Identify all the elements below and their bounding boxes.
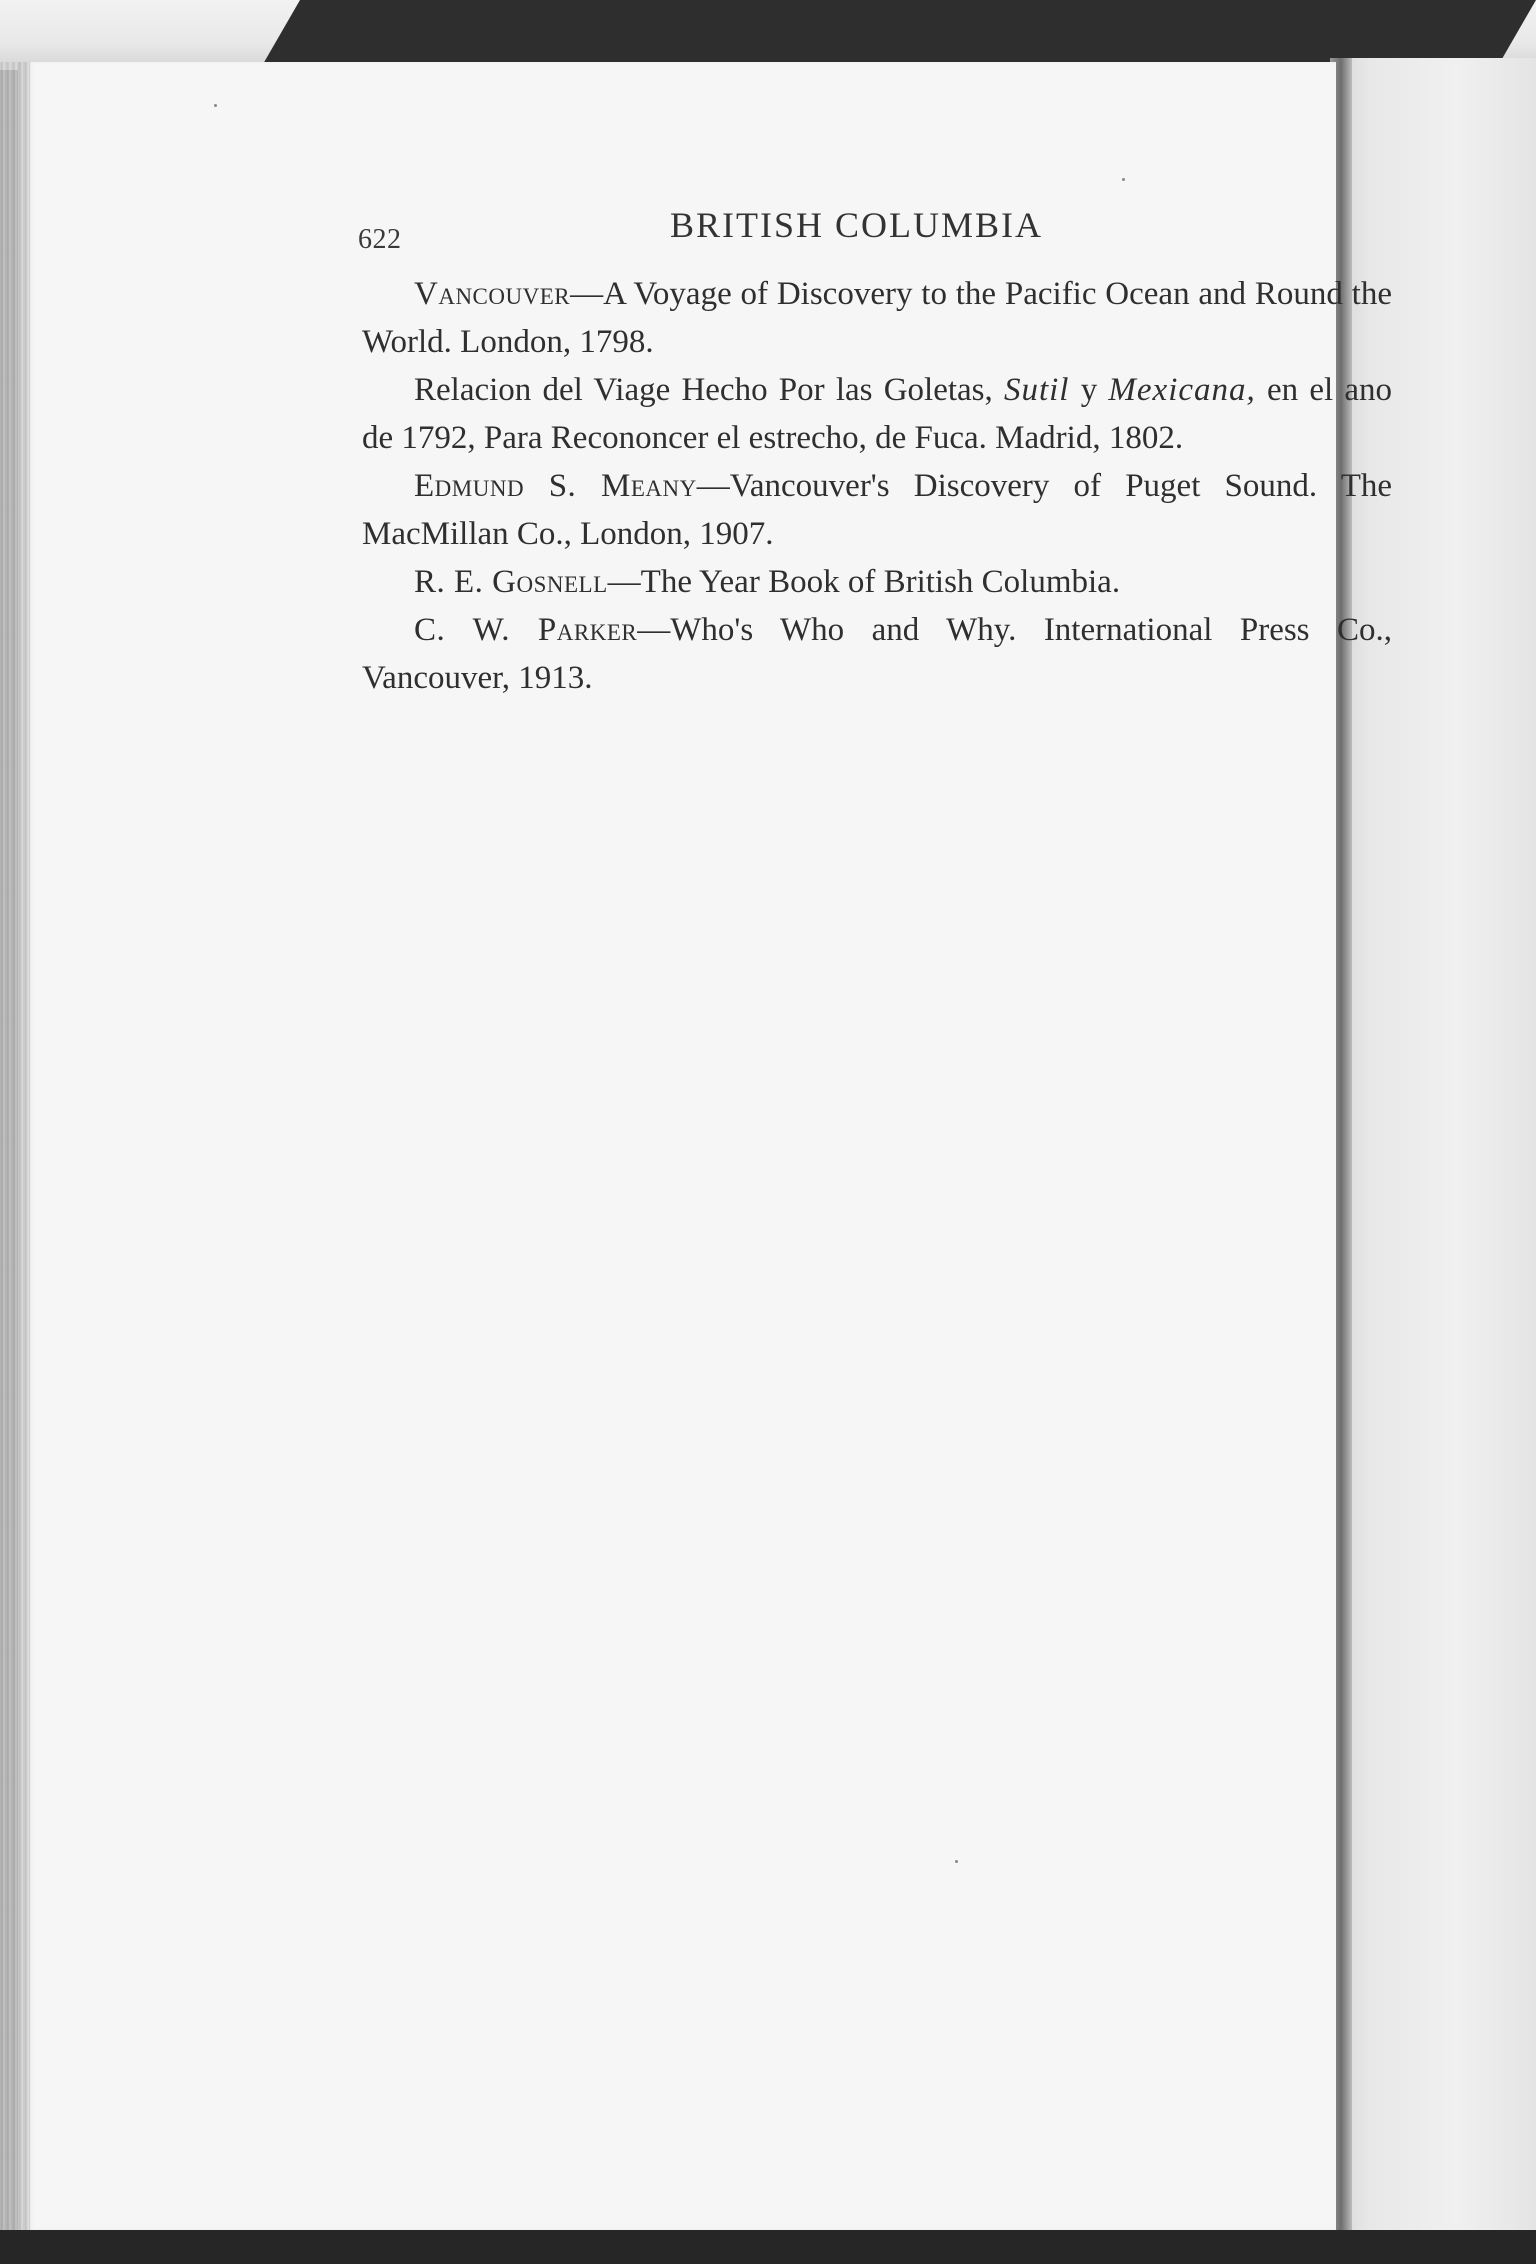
entry-author: R. E. Gosnell	[414, 564, 608, 600]
bibliography-list	[362, 270, 1392, 702]
bibliography-entry	[362, 462, 1392, 558]
bibliography-entry	[362, 558, 1392, 606]
entry-text: en el ano de 1792, Para Recononcer el estrecho, de Fuca. Madrid, 1802.	[362, 372, 1393, 456]
bibliography-entry	[362, 270, 1392, 366]
entry-text: —Vancouver's Discovery of Puget Sound. The MacMillan Co., London, 1907.	[362, 468, 1392, 552]
entry-ship-name: Mexicana,	[1108, 372, 1256, 408]
bibliography-entry	[362, 606, 1392, 702]
entry-author: C. W. Parker	[414, 612, 638, 648]
entry-author: Edmund S. Meany	[414, 468, 697, 504]
page-number: 622	[358, 224, 402, 255]
entry-text: —The Year Book of British Columbia.	[607, 564, 1121, 600]
page-stack-edge	[0, 62, 30, 2230]
entry-text: —A Voyage of Discovery to the Pacific Ocean and Round the World. London, 1798.	[362, 276, 1392, 360]
entry-text: —Who's Who and Why. International Press Co., Vancouver, 1913.	[362, 612, 1392, 696]
entry-ship-name: Sutil	[1003, 372, 1070, 408]
page-header	[0, 200, 1536, 260]
running-title: BRITISH COLUMBIA	[670, 205, 1044, 245]
bibliography-entry	[362, 366, 1392, 462]
entry-text: y	[1069, 372, 1109, 408]
entry-text: Relacion del Viage Hecho Por las Goletas,	[414, 372, 1004, 408]
scan-shadow-bottom	[0, 2230, 1536, 2264]
entry-author: Vancouver	[414, 276, 571, 312]
paper-speck	[1122, 178, 1125, 181]
scan-shadow-top	[264, 0, 1536, 62]
paper-speck	[214, 104, 217, 107]
paper-speck	[955, 1860, 958, 1863]
